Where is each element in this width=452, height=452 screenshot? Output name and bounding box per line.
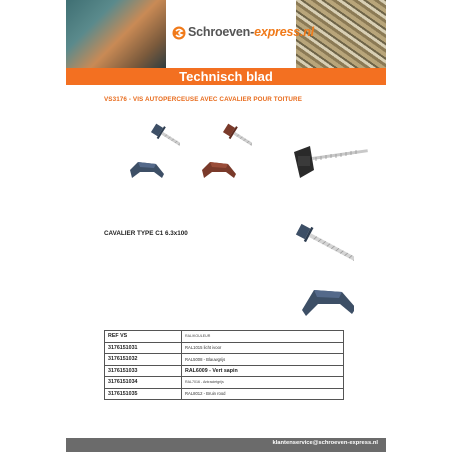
reference-table <box>104 330 344 400</box>
product-title: VS3176 - VIS AUTOPERCEUSE AVEC CAVALIER POUR TOITURE <box>104 96 302 103</box>
brand-logo-icon <box>172 26 186 40</box>
color-cell: RAL7016 - Antracietgrijs <box>182 377 344 389</box>
color-cell: RAL6009 - Vert sapin <box>182 365 344 377</box>
table-row <box>105 342 344 354</box>
product-image-blue-screw <box>102 118 180 193</box>
footer-email-link[interactable]: klantenservice@schroeven-express.nl <box>272 440 378 446</box>
table-row <box>105 331 344 343</box>
ref-cell: 3176151034 <box>105 377 182 389</box>
technical-sheet-page <box>66 0 386 452</box>
ref-cell: REF VS <box>105 331 182 343</box>
color-cell: RAL1015 licht ivoor <box>182 342 344 354</box>
ref-cell: 3176151033 <box>105 365 182 377</box>
color-cell: RAL/KOULEUR <box>182 331 344 343</box>
cavalier-subtitle: CAVALIER TYPE C1 6.3x100 <box>104 230 188 237</box>
color-cell: RAL5008 - Blauwgrijs <box>182 354 344 366</box>
header-banner <box>66 0 386 68</box>
product-image-black-cavalier <box>284 140 374 205</box>
table-row <box>105 365 344 377</box>
table-row <box>105 354 344 366</box>
ref-cell: 3176151031 <box>105 342 182 354</box>
color-cell: RAL8012 - Bruin rood <box>182 388 344 400</box>
brand-logo-text <box>188 25 314 39</box>
ref-cell: 3176151032 <box>105 354 182 366</box>
table-row <box>105 388 344 400</box>
brand-main: Schroeven- <box>188 25 255 39</box>
ref-cell: 3176151035 <box>105 388 182 400</box>
header-photo-tools <box>66 0 166 68</box>
product-image-large-blue-screw <box>244 222 354 322</box>
product-image-brown-screw <box>174 118 252 193</box>
brand-accent: express.nl <box>254 25 314 39</box>
band-title: Technisch blad <box>179 69 273 84</box>
table-row <box>105 377 344 389</box>
